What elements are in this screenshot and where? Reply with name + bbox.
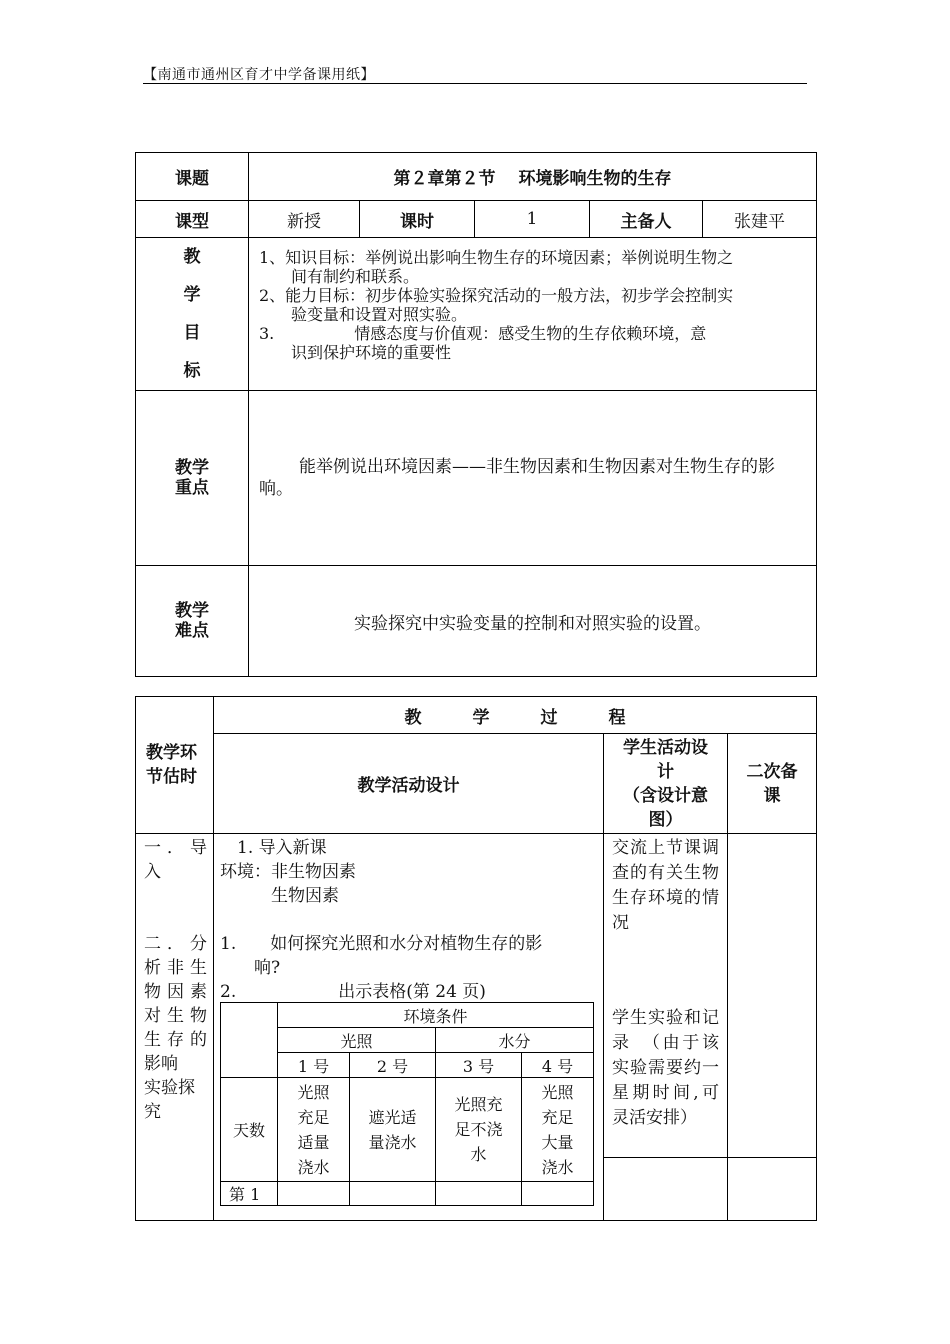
difficulties-text: 实验探究中实验变量的控制和对照实验的设置。 (249, 566, 817, 677)
header-rule (143, 83, 807, 84)
hours-value: 1 (475, 201, 590, 238)
type-label: 课型 (136, 201, 249, 238)
process-title: 教 学 过 程 (214, 697, 817, 734)
process-table (135, 696, 817, 1221)
difficulties-label: 教学 难点 (136, 566, 249, 677)
light-label: 光照 (278, 1028, 436, 1053)
row-1-label: 第 1 (221, 1182, 278, 1206)
num-1: 1 号 (278, 1053, 350, 1078)
teacher-header: 教学活动设计 (214, 734, 604, 834)
stage-header: 教学环节估时 (136, 697, 214, 834)
type-value: 新授 (249, 201, 360, 238)
experiment-table (220, 1002, 594, 1206)
lesson-info-table (135, 152, 817, 677)
notes-header: 二次备 课 (728, 734, 817, 834)
objectives-label: 教 学 目 标 (136, 238, 249, 391)
cond-4: 光照充足大量浇水 (522, 1078, 594, 1182)
preparer-label: 主备人 (590, 201, 703, 238)
notes-cell (728, 834, 817, 1221)
preparer-value: 张建平 (703, 201, 817, 238)
stage-cell: 一．导入 二．分析非生物因素对生物生存的影响 实验探究 (136, 834, 214, 1221)
teacher-cell: 1. 导入新课 环境：非生物因素 生物因素 1. 如何探究光照和水分对植物生存的影 响? 2. 出示表格(第 24 页) 环境条件 光照 水分 1 号 2 号 3 号 4 号 天数 光照充足适量浇水 遮光适量浇水 光照充足不浇水 光照充足大量浇水 第 1 (214, 834, 604, 1221)
hours-label: 课时 (360, 201, 475, 238)
days-label: 天数 (221, 1078, 278, 1182)
key-points-label: 教学 重点 (136, 391, 249, 566)
env-label: 环境条件 (278, 1003, 594, 1028)
objectives-text: 1、知识目标：举例说出影响生物生存的环境因素；举例说明生物之 间有制约和联系。 2、能力目标：初步体验实验探究活动的一般方法，初步学会控制实 验变量和设置对照实验。 3. 情感态度与价值观：感受生物的生存依赖环境，意 识到保护环境的重要性 (249, 238, 817, 391)
exp-corner (221, 1003, 278, 1078)
water-label: 水分 (436, 1028, 594, 1053)
cond-2: 遮光适量浇水 (350, 1078, 436, 1182)
num-4: 4 号 (522, 1053, 594, 1078)
student-header: 学生活动设 计 （含设计意 图） (604, 734, 728, 834)
student-cell: 交流上节课调查的有关生物生存环境的情况 学生实验和记录 （由于该实验需要约一星期时间,可灵活安排） (604, 834, 728, 1221)
page-header: 【南通市通州区育才中学备课用纸】 (143, 67, 375, 83)
key-points-text: 能举例说出环境因素——非生物因素和生物因素对生物生存的影响。 (249, 391, 817, 566)
cond-3: 光照充足不浇水 (436, 1078, 522, 1182)
topic-label: 课题 (136, 153, 249, 201)
cond-1: 光照充足适量浇水 (278, 1078, 350, 1182)
num-3: 3 号 (436, 1053, 522, 1078)
topic-value: 第２章第２节 环境影响生物的生存 (249, 153, 817, 201)
num-2: 2 号 (350, 1053, 436, 1078)
